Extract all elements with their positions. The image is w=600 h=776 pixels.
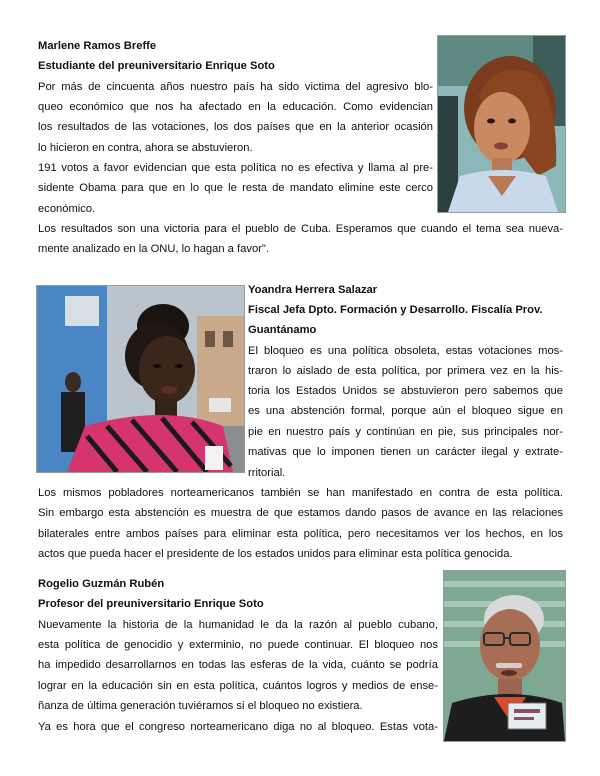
paragraph-line: económico. (38, 203, 96, 215)
portrait-photo-rogelio (443, 570, 566, 742)
person-role: Fiscal Jefa Dpto. Formación y Desarrollo. Fiscalía Prov. (248, 304, 543, 316)
paragraph-line: Los mismos pobladores norteamericanos también se han manifestado en contra de esta política. (38, 487, 563, 499)
person-name: Yoandra Herrera Salazar (248, 284, 378, 296)
paragraph-line: mente analizado en la ONU, lo hagan a favor". (38, 243, 269, 255)
paragraph-line: El bloqueo es una política obsoleta, estas votaciones mos- (248, 345, 563, 357)
paragraph-line: los resultados de las votaciones, los dos países que en la anterior ocasión (38, 121, 433, 133)
person-role-continued: Guantánamo (248, 324, 317, 336)
paragraph-line: bilaterales entre ambos países para eliminar esta política, pero necesitamos ver los hechos, en los (38, 528, 563, 540)
paragraph-line: Nuevamente la historia de la humanidad le da la razón al pueblo cubano, (38, 619, 438, 631)
paragraph-line: pie en nuestro país y continúan en pie, sus principales nor- (248, 426, 563, 438)
paragraph-line: Los resultados son una victoria para el pueblo de Cuba. Esperamos que cuando el tema sea nueva- (38, 223, 563, 235)
portrait-photo-yoandra (36, 285, 245, 473)
person-role: Profesor del preuniversitario Enrique Soto (38, 598, 264, 610)
paragraph-line: Sin embargo esta abstención es muestra de que estamos dando pasos de avance en las relaciones (38, 507, 563, 519)
paragraph-line: sidente Obama para que en lo que le resta de mandato elimine este cerco (38, 182, 433, 194)
paragraph-line: queo económico que nos ha afectado en la educación. Como evidencian (38, 101, 433, 113)
paragraph-line: Por más de cincuenta años nuestro país ha sido victima del agresivo blo- (38, 81, 433, 93)
person-name: Marlene Ramos Breffe (38, 40, 157, 52)
paragraph-line: es una abstención formal, porque aún el bloqueo sigue en (248, 405, 563, 417)
person-name: Rogelio Guzmán Rubén (38, 578, 165, 590)
paragraph-line: ñanza de última generación tuviéramos si el bloqueo no existiera. (38, 700, 363, 712)
paragraph-line: rritorial. (248, 467, 286, 479)
paragraph-line: lo hicieron en contra, ahora se abstuvieron. (38, 142, 253, 154)
paragraph-line: lograr en la educación sin en esta política, cuántos logros y medios de ense- (38, 680, 438, 692)
paragraph-line: ha impedido desarrollarnos en todas las esferas de la vida, cuánto se podría (38, 659, 438, 671)
paragraph-line: mativas que lo imponen tienen un carácter ilegal y extrate- (248, 446, 563, 458)
person-role: Estudiante del preuniversitario Enrique Soto (38, 60, 275, 72)
paragraph-line: actos que pueda hacer el presidente de los estados unidos para eliminar esta política genocida. (38, 548, 513, 560)
paragraph-line: 191 votos a favor evidencian que esta política no es efectiva y llama al pre- (38, 162, 433, 174)
paragraph-line: toria los Estados Unidos se abstuvieron pero sabemos que (248, 385, 563, 397)
paragraph-line: esta política de genocidio y exterminio, no puede continuar. El bloqueo nos (38, 639, 438, 651)
paragraph-line: Ya es hora que el congreso norteamericano diga no al bloqueo. Estas vota- (38, 721, 438, 733)
paragraph-line: traron lo aislado de esta política, por primera vez en la his- (248, 365, 563, 377)
portrait-photo-marlene (437, 35, 566, 213)
